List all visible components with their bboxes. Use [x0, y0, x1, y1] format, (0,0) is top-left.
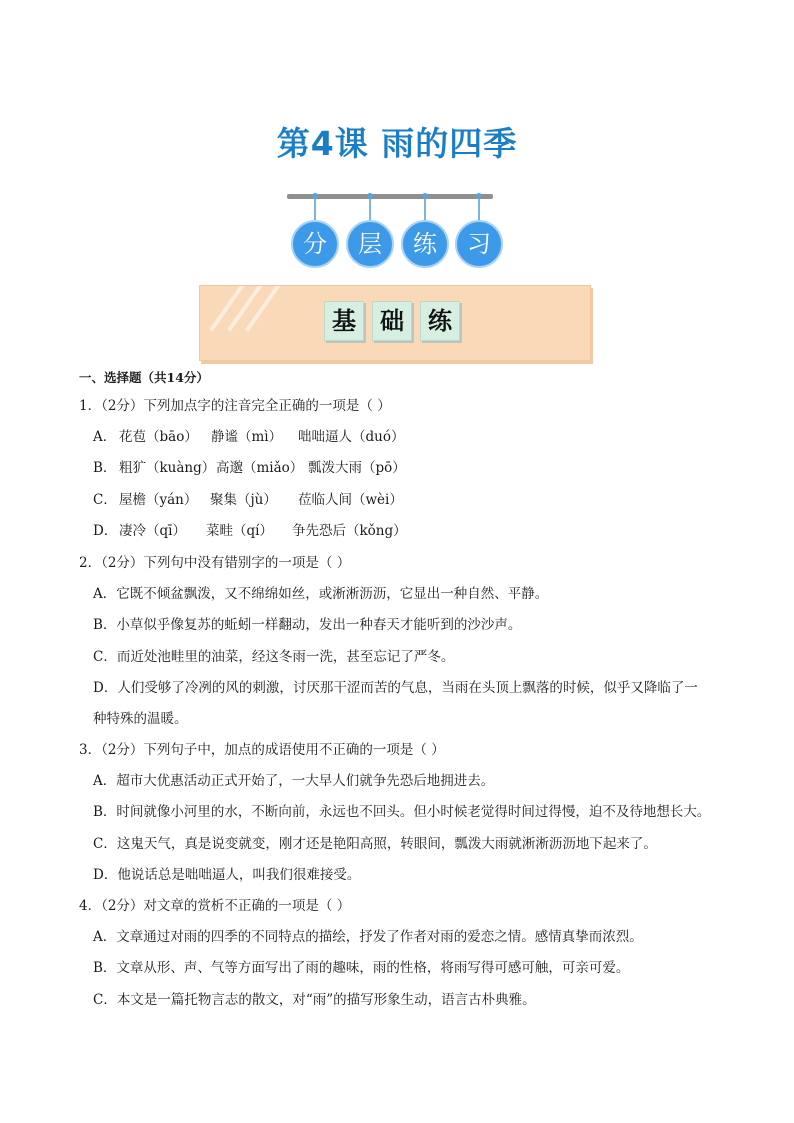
option-part: 粗犷（kuàng）: [119, 460, 216, 476]
option-part: 菜畦（qí）: [206, 523, 273, 539]
option-text: C．本文是一篇托物言志的散文，对“雨”的描写形象生动，语言古朴典雅。: [93, 992, 536, 1008]
banner-tile-lian: 练: [420, 301, 460, 341]
option-label: D．: [93, 523, 118, 539]
option-text: 种特殊的温暖。: [93, 711, 188, 727]
question-stem: 2．（2分）下列句中没有错别字的一项是（ ）: [79, 555, 351, 571]
hanging-circle-lian: 练: [401, 220, 449, 268]
option-part: 静谧（mì）: [211, 429, 283, 445]
option-part: 花苞（bāo）: [119, 429, 198, 445]
hanging-circle-xi: 习: [455, 220, 503, 268]
question-stem: 3．（2分）下列句子中，加点的成语使用不正确的一项是（ ）: [79, 742, 445, 758]
option-text: B．文章从形、声、气等方面写出了雨的趣味，雨的性格，将雨写得可感可触，可亲可爱。: [93, 960, 630, 976]
option-part: 争先恐后（kǒng）: [292, 523, 407, 539]
question-stem: 4．（2分）对文章的赏析不正确的一项是（ ）: [79, 898, 351, 914]
hanging-knot: [312, 193, 318, 199]
option-text: A．文章通过对雨的四季的不同特点的描绘，抒发了作者对雨的爱恋之情。感情真挚而浓烈。: [93, 929, 643, 945]
hanging-knot: [422, 193, 428, 199]
option-label: C．: [93, 492, 117, 508]
hanging-circle-ceng: 层: [346, 220, 394, 268]
option-part: 咄咄逼人（duó）: [298, 429, 405, 445]
banner-tile-chu: 础: [372, 301, 412, 341]
option-part: 莅临人间（wèi）: [298, 492, 403, 508]
banner-stripe: [245, 285, 283, 332]
option-label: A．: [93, 429, 117, 445]
option-text: D．人们受够了冷冽的风的刺激，讨厌那干涩而苦的气息，当雨在头顶上飘落的时候，似乎又降临了一: [93, 680, 698, 696]
hanging-knot: [367, 193, 373, 199]
option-text: B．时间就像小河里的水，不断向前，永远也不回头。但小时候老觉得时间过得慢，迫不及待地想长大。: [93, 804, 711, 820]
section-heading: 一、选择题（共14分）: [79, 370, 209, 385]
option-text: C．这鬼天气，真是说变就变，刚才还是艳阳高照，转眼间，瓢泼大雨就淅淅沥沥地下起来了。: [93, 836, 657, 852]
option-text: A．它既不倾盆飘泼，又不绵绵如丝，或淅淅沥沥，它显出一种自然、平静。: [93, 586, 549, 602]
question-stem: 1．（2分）下列加点字的注音完全正确的一项是（ ）: [79, 398, 391, 414]
hanging-circle-fen: 分: [291, 220, 339, 268]
option-text: D．他说话总是咄咄逼人，叫我们很难接受。: [93, 867, 361, 883]
option-part: 屋檐（yán）: [119, 492, 198, 508]
option-label: B．: [93, 460, 117, 476]
option-text: C．而近处池畦里的油菜，经这冬雨一洗，甚至忘记了严冬。: [93, 649, 455, 665]
option-part: 高邈（miǎo）: [216, 460, 304, 476]
option-text: B．小草似乎像复苏的蚯蚓一样翻动，发出一种春天才能听到的沙沙声。: [93, 617, 522, 633]
option-part: 凄冷（qī）: [119, 523, 186, 539]
lesson-title: 第4课 雨的四季: [276, 124, 518, 163]
option-text: A．超市大优惠活动正式开始了，一大早人们就争先恐后地拥进去。: [93, 773, 495, 789]
hanging-knot: [476, 193, 482, 199]
option-part: 聚集（jù）: [210, 492, 277, 508]
banner-tile-ji: 基: [324, 301, 364, 341]
option-part: 瓢泼大雨（pō）: [308, 460, 406, 476]
